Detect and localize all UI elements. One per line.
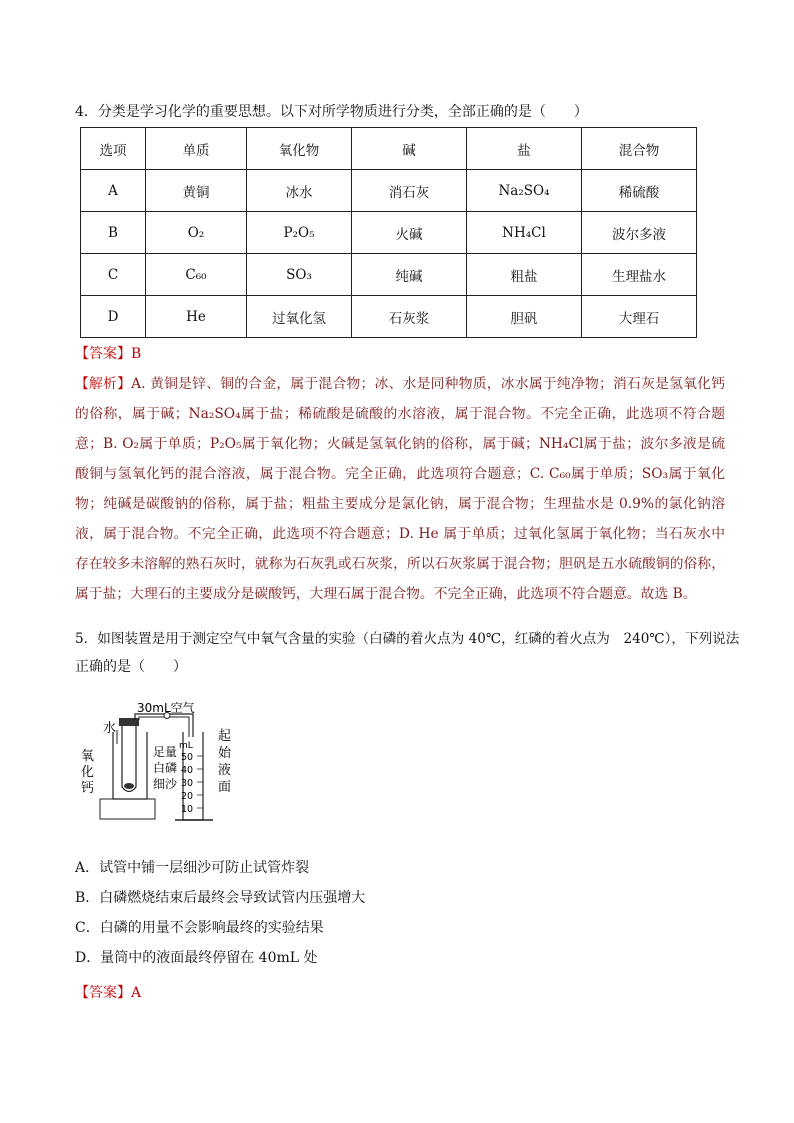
classification-table <box>80 127 697 338</box>
table-header: 单质 <box>146 128 247 170</box>
table-header: 盐 <box>467 128 582 170</box>
cao-label: 化 <box>81 765 95 780</box>
white-phosphorus-label: 白磷 <box>153 761 178 775</box>
table-header: 碱 <box>352 128 467 170</box>
unit-label: mL <box>179 741 193 751</box>
question-5-stem-line2: 正确的是（ ） <box>75 659 187 675</box>
scale-tick: 50 <box>181 752 194 763</box>
table-cell: 黄铜 <box>146 170 247 212</box>
table-header: 混合物 <box>582 128 697 170</box>
option-a: A．试管中铺一层细沙可防止试管炸裂 <box>75 860 310 876</box>
table-cell: 石灰浆 <box>352 296 467 338</box>
beaker <box>113 732 147 799</box>
option-d: D．量筒中的液面最终停留在 40mL 处 <box>75 950 318 966</box>
table-cell: Na₂SO₄ <box>467 170 582 212</box>
start-level-label: 始 <box>218 746 232 761</box>
scale-tick: 10 <box>181 804 194 815</box>
analysis-label: 【解析】 <box>75 376 132 392</box>
table-cell: 冰水 <box>247 170 352 212</box>
scale-tick: 40 <box>181 765 194 776</box>
table-cell: 稀硫酸 <box>582 170 697 212</box>
answer-label: 【答案】 <box>75 985 131 1001</box>
test-tube <box>122 724 136 792</box>
air-label: 30mL空气 <box>137 702 195 715</box>
question-4-stem: 4．分类是学习化学的重要思想。以下对所学物质进行分类，全部正确的是（ ） <box>75 104 588 120</box>
scale-tick: 30 <box>181 778 194 789</box>
answer-label: 【答案】 <box>75 346 131 362</box>
answer-5 <box>75 982 141 1004</box>
table-cell: 粗盐 <box>467 254 582 296</box>
table-cell: 波尔多液 <box>582 212 697 254</box>
table-cell: 火碱 <box>352 212 467 254</box>
table-cell: 消石灰 <box>352 170 467 212</box>
answer-value: B <box>131 346 142 362</box>
analysis-text: A. 黄铜是锌、铜的合金，属于混合物；冰、水是同种物质，冰水属于纯净物；消石灰是氢氧化钙的俗称，属于碱；Na₂SO₄属于盐；稀硫酸是硫酸的水溶液，属于混合物。不完全正确，此选项不符合题意；B. O₂属于单质；P₂O₅属于氧化物；火碱是氢氧化钠的俗称，属于碱；NH₄Cl属于盐；波尔多液是硫酸铜与氢氧化钙的混合溶液，属于混合物。完全正确，此选项符合题意；C. C₆₀属于单质；SO₃属于氧化物；纯碱是碳酸钠的俗称，属于盐；粗盐主要成分是氯化钠，属于混合物；生理盐水是 0.9%的氯化钠溶液，属于混合物。不完全正确，此选项不符合题意；D. He 属于单质；过氧化氢属于氧化物；当石灰水中存在较多未溶解的熟石灰时，就称为石灰乳或石灰浆，所以石灰浆属于混合物；胆矾是五水硫酸铜的俗称，属于盐；大理石的主要成分是碳酸钙，大理石属于混合物。不完全正确，此选项不符合题意。故选 B。 <box>75 376 726 602</box>
table-header: 氧化物 <box>247 128 352 170</box>
table-cell: O₂ <box>146 212 247 254</box>
excess-label: 足量 <box>153 745 178 759</box>
table-header: 选项 <box>81 128 146 170</box>
table-cell: 过氧化氢 <box>247 296 352 338</box>
table-cell: 胆矾 <box>467 296 582 338</box>
table-cell: NH₄Cl <box>467 212 582 254</box>
answer-value: A <box>131 985 142 1001</box>
sand-label: 细沙 <box>153 777 178 791</box>
question-5-stem-line1: 5．如图装置是用于测定空气中氧气含量的实验（白磷的着火点为 40℃，红磷的着火点为 240℃），下列说法 <box>75 631 740 647</box>
stopper <box>119 718 139 726</box>
table-cell: B <box>81 212 146 254</box>
table-cell: P₂O₅ <box>247 212 352 254</box>
table-cell: 生理盐水 <box>582 254 697 296</box>
table-cell: D <box>81 296 146 338</box>
experiment-figure <box>75 702 245 837</box>
answer-4 <box>75 343 141 365</box>
table-cell: C₆₀ <box>146 254 247 296</box>
table-cell: SO₃ <box>247 254 352 296</box>
option-c: C．白磷的用量不会影响最终的实验结果 <box>75 920 324 936</box>
table-row <box>81 296 697 338</box>
water-label: 水 <box>103 721 117 736</box>
table-cell: 大理石 <box>582 296 697 338</box>
table-header-row <box>81 128 697 170</box>
start-level-label: 起 <box>218 729 232 744</box>
scale-lines <box>197 756 203 808</box>
table-row <box>81 254 697 296</box>
table-cell: 纯碱 <box>352 254 467 296</box>
base-block <box>100 799 155 819</box>
analysis-4 <box>75 369 725 609</box>
table-cell: He <box>146 296 247 338</box>
white-phosphorus <box>124 783 134 789</box>
table-cell: A <box>81 170 146 212</box>
cao-label: 钙 <box>81 781 95 796</box>
table-row <box>81 212 697 254</box>
cao-label: 氧 <box>81 749 95 764</box>
start-level-label: 液 <box>218 763 232 778</box>
scale-tick: 20 <box>181 791 194 802</box>
start-level-label: 面 <box>218 780 232 795</box>
table-cell: C <box>81 254 146 296</box>
option-b: B．白磷燃烧结束后最终会导致试管内压强增大 <box>75 890 366 906</box>
table-row <box>81 170 697 212</box>
